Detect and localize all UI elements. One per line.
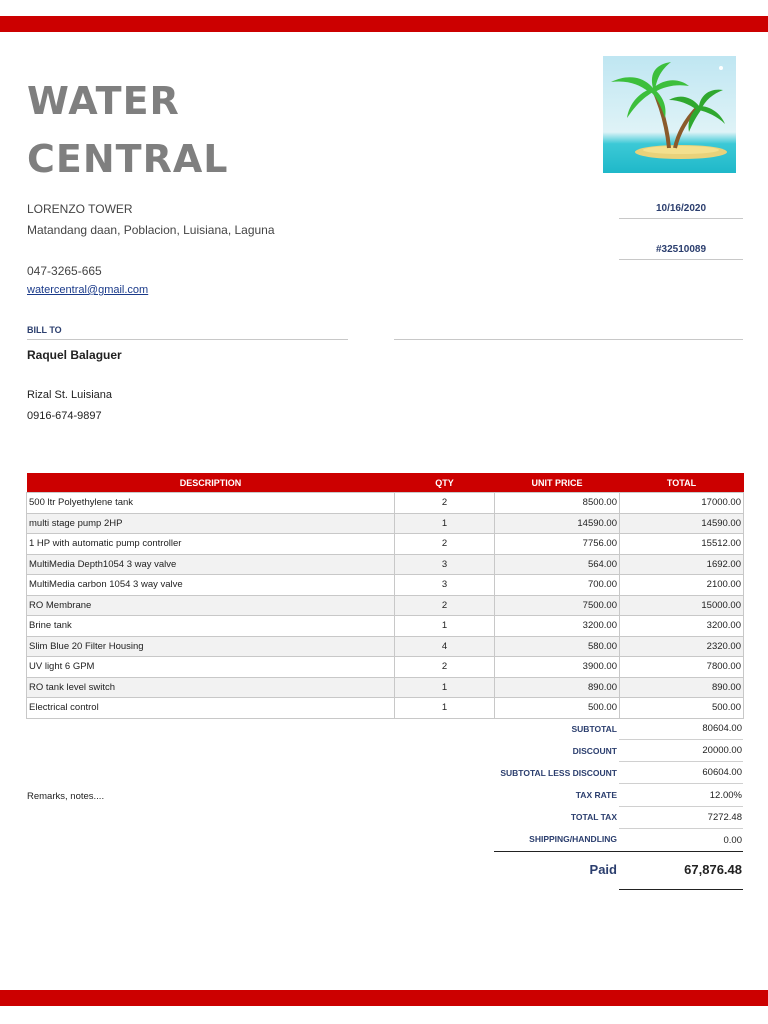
cell-unit-price: 580.00 xyxy=(495,636,620,657)
cell-qty: 2 xyxy=(395,493,495,514)
cell-qty: 1 xyxy=(395,616,495,637)
tax-rate-divider xyxy=(619,806,743,807)
subtotal-divider xyxy=(619,739,743,740)
table-row xyxy=(27,657,744,678)
table-row xyxy=(27,698,744,719)
cell-total: 2320.00 xyxy=(620,636,744,657)
cell-qty: 3 xyxy=(395,575,495,596)
cell-description: RO tank level switch xyxy=(27,677,395,698)
table-row xyxy=(27,677,744,698)
subtotal-label: SUBTOTAL xyxy=(571,724,617,734)
remarks-note: Remarks, notes.... xyxy=(27,791,105,802)
table-row xyxy=(27,595,744,616)
customer-phone: 0916-674-9897 xyxy=(27,410,102,422)
cell-qty: 1 xyxy=(395,677,495,698)
table-row xyxy=(27,616,744,637)
shipping-label: SHIPPING/HANDLING xyxy=(529,834,617,844)
cell-total: 890.00 xyxy=(620,677,744,698)
discount-label: DISCOUNT xyxy=(572,746,617,756)
total-tax-label: TOTAL TAX xyxy=(570,812,617,822)
header-description: DESCRIPTION xyxy=(27,473,395,493)
cell-qty: 4 xyxy=(395,636,495,657)
paid-bottom-divider xyxy=(619,889,743,890)
cell-description: Electrical control xyxy=(27,698,395,719)
bill-to-divider xyxy=(27,339,348,340)
cell-description: UV light 6 GPM xyxy=(27,657,395,678)
paid-label: Paid xyxy=(589,862,617,877)
table-row xyxy=(27,534,744,555)
paid-top-divider xyxy=(494,851,743,852)
cell-total: 15000.00 xyxy=(620,595,744,616)
table-row xyxy=(27,554,744,575)
cell-unit-price: 500.00 xyxy=(495,698,620,719)
shipping-value: 0.00 xyxy=(723,835,742,846)
table-header-row xyxy=(27,473,744,493)
company-name-line1: WATER xyxy=(27,79,180,123)
cell-unit-price: 3200.00 xyxy=(495,616,620,637)
cell-total: 2100.00 xyxy=(620,575,744,596)
tax-rate-label: TAX RATE xyxy=(575,790,617,800)
cell-qty: 2 xyxy=(395,534,495,555)
subtotal-less-discount-label: SUBTOTAL LESS DISCOUNT xyxy=(500,768,617,778)
invoice-number: #32510089 xyxy=(655,244,707,255)
cell-description: RO Membrane xyxy=(27,595,395,616)
company-name xyxy=(27,72,347,188)
cell-unit-price: 14590.00 xyxy=(495,513,620,534)
cell-qty: 2 xyxy=(395,595,495,616)
cell-total: 7800.00 xyxy=(620,657,744,678)
cell-total: 3200.00 xyxy=(620,616,744,637)
table-row xyxy=(27,575,744,596)
cell-total: 500.00 xyxy=(620,698,744,719)
cell-qty: 3 xyxy=(395,554,495,575)
table-body xyxy=(27,493,744,719)
cell-description: multi stage pump 2HP xyxy=(27,513,395,534)
cell-qty: 2 xyxy=(395,657,495,678)
company-address-line1: LORENZO TOWER xyxy=(27,202,133,216)
customer-name: Raquel Balaguer xyxy=(27,348,122,362)
cell-description: MultiMedia carbon 1054 3 way valve xyxy=(27,575,395,596)
bill-to-label: BILL TO xyxy=(27,325,62,335)
subtotal-value: 80604.00 xyxy=(702,723,742,734)
line-items-table xyxy=(26,473,744,719)
top-accent-bar xyxy=(0,16,768,32)
cell-unit-price: 700.00 xyxy=(495,575,620,596)
cell-description: 1 HP with automatic pump controller xyxy=(27,534,395,555)
cell-unit-price: 564.00 xyxy=(495,554,620,575)
header-qty: QTY xyxy=(395,473,495,493)
paid-amount: 67,876.48 xyxy=(684,862,742,877)
company-name-line2: CENTRAL xyxy=(27,137,229,181)
ship-to-divider xyxy=(394,339,743,340)
company-address-line2: Matandang daan, Poblacion, Luisiana, Laguna xyxy=(27,223,275,237)
cell-description: Brine tank xyxy=(27,616,395,637)
cell-unit-price: 8500.00 xyxy=(495,493,620,514)
discount-divider xyxy=(619,761,743,762)
invoice-number-divider xyxy=(619,259,743,260)
cell-qty: 1 xyxy=(395,698,495,719)
cell-unit-price: 890.00 xyxy=(495,677,620,698)
header-total: TOTAL xyxy=(620,473,744,493)
header-unit-price: UNIT PRICE xyxy=(495,473,620,493)
palm-island-icon xyxy=(603,56,736,173)
cell-total: 1692.00 xyxy=(620,554,744,575)
cell-total: 15512.00 xyxy=(620,534,744,555)
customer-address: Rizal St. Luisiana xyxy=(27,389,112,401)
table-row xyxy=(27,636,744,657)
cell-total: 17000.00 xyxy=(620,493,744,514)
company-phone: 047-3265-665 xyxy=(27,264,102,278)
cell-description: MultiMedia Depth1054 3 way valve xyxy=(27,554,395,575)
table-row xyxy=(27,493,744,514)
discount-value: 20000.00 xyxy=(702,745,742,756)
company-email-link[interactable]: watercentral@gmail.com xyxy=(27,284,149,296)
subtotal-less-divider xyxy=(619,783,743,784)
cell-description: Slim Blue 20 Filter Housing xyxy=(27,636,395,657)
tax-rate-value: 12.00% xyxy=(709,790,742,801)
subtotal-less-discount-value: 60604.00 xyxy=(702,767,742,778)
cell-qty: 1 xyxy=(395,513,495,534)
cell-unit-price: 3900.00 xyxy=(495,657,620,678)
cell-total: 14590.00 xyxy=(620,513,744,534)
table-row xyxy=(27,513,744,534)
total-tax-value: 7272.48 xyxy=(707,812,742,823)
total-tax-divider xyxy=(619,828,743,829)
cell-unit-price: 7500.00 xyxy=(495,595,620,616)
bottom-accent-bar xyxy=(0,990,768,1006)
cell-unit-price: 7756.00 xyxy=(495,534,620,555)
invoice-date: 10/16/2020 xyxy=(655,203,707,214)
date-divider xyxy=(619,218,743,219)
cell-description: 500 ltr Polyethylene tank xyxy=(27,493,395,514)
